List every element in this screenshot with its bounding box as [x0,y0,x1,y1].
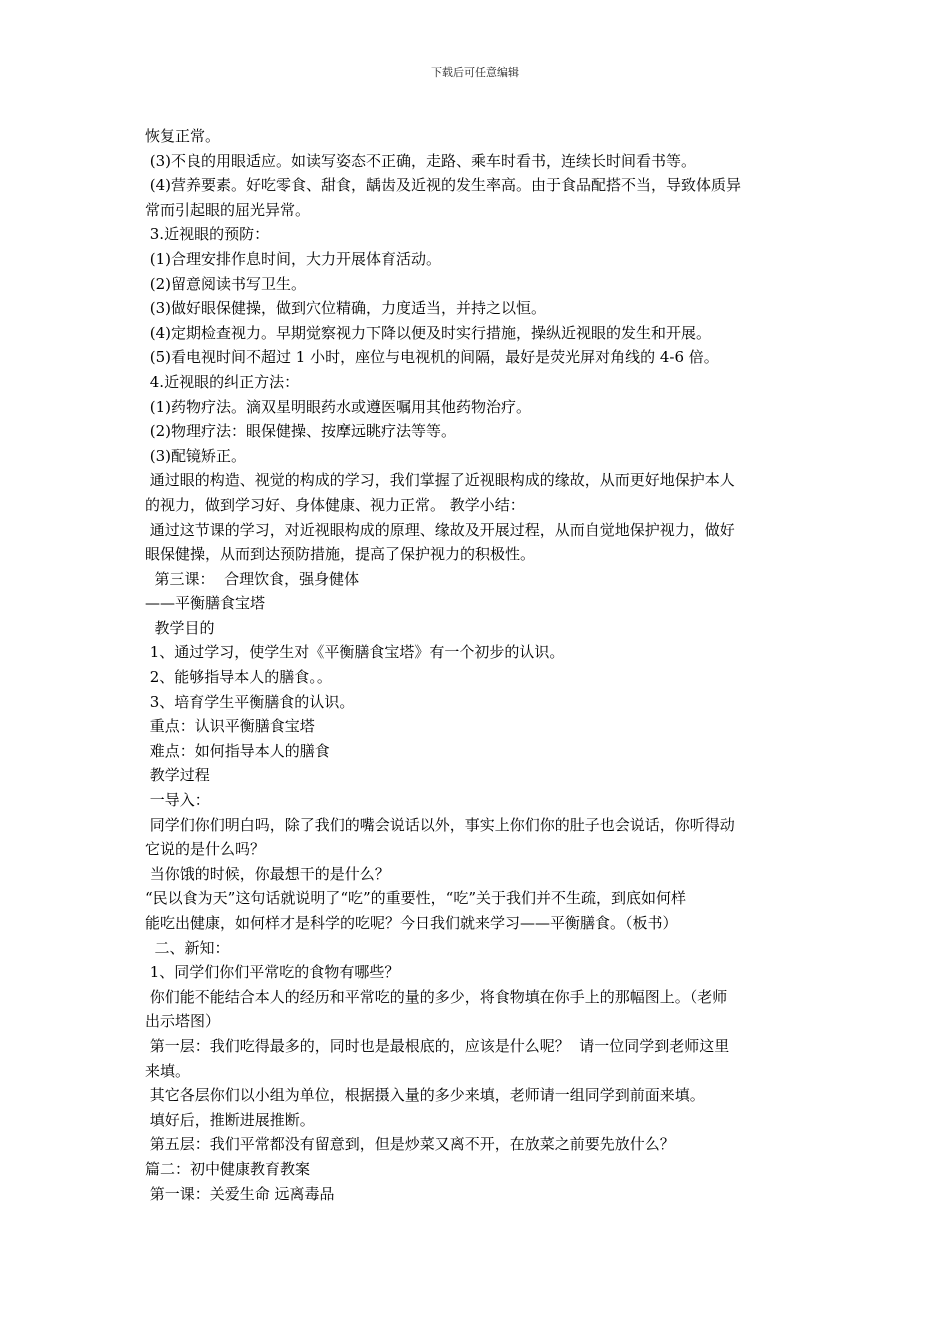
text-line: 第三课： 合理饮食，强身健体 [145,569,360,588]
text-line: 其它各层你们以小组为单位，根据摄入量的多少来填，老师请一组同学到前面来填。 [145,1086,705,1105]
text-line: 能吃出健康，如何样才是科学的吃呢？今日我们就来学习——平衡膳食。（板书） [145,914,678,932]
text-line: 你们能不能结合本人的经历和平常吃的量的多少，将食物填在你手上的那幅图上。（老师 [145,987,728,1006]
text-line: (4)营养要素。好吃零食、甜食，龋齿及近视的发生率高。由于食品配搭不当，导致体质异 [145,176,742,195]
text-line: 常而引起眼的屈光异常。 [145,200,311,219]
text-line: (3)不良的用眼适应。如读写姿态不正确，走路、乘车时看书，连续长时间看书等。 [145,151,697,170]
text-line: (5)看电视时间不超过 1 小时，座位与电视机的间隔，最好是荧光屏对角线的 4-6 倍。 [145,348,719,367]
text-line: 出示塔图） [145,1012,221,1031]
text-line: 眼保健操，从而到达预防措施，提高了保护视力的积极性。 [145,545,536,564]
text-line: 填好后，推断进展推断。 [145,1110,315,1129]
text-line: 它说的是什么吗？ [145,840,266,859]
text-line: 3.近视眼的预防： [145,225,270,244]
text-line: “民以食为天”这句话就说明了“吃”的重要性，“吃”关于我们并不生疏，到底如何样 [145,889,687,908]
text-line: 1、同学们你们平常吃的食物有哪些？ [145,963,400,982]
text-line: 4.近视眼的纠正方法： [145,372,300,391]
text-line: (2)物理疗法：眼保健操、按摩远眺疗法等等。 [145,422,457,441]
text-line: 1、通过学习，使学生对《平衡膳食宝塔》有一个初步的认识。 [145,643,565,662]
text-line: 重点：认识平衡膳食宝塔 [145,717,315,736]
text-line: 二、新知： [145,938,230,957]
text-line: 第一课：关爱生命 远离毒品 [145,1184,335,1203]
text-line: 当你饿的时候，你最想干的是什么？ [145,864,390,883]
text-line: (3)做好眼保健操，做到穴位精确，力度适当，并持之以恒。 [145,299,547,318]
text-line: 第一层：我们吃得最多的，同时也是最根底的，应该是什么呢？ 请一位同学到老师这里 [145,1036,730,1055]
text-line: 2、能够指导本人的膳食。。 [145,668,332,687]
text-line: 篇二：初中健康教育教案 [145,1159,311,1178]
text-line: 通过这节课的学习，对近视眼构成的原理、缘故及开展过程，从而自觉地保护视力，做好 [145,520,735,539]
text-line: 恢复正常。 [145,127,221,145]
text-line: 3、培育学生平衡膳食的认识。 [145,692,355,711]
text-line: (3)配镜矫正。 [145,446,247,465]
text-line: 难点：如何指导本人的膳食 [145,741,330,760]
text-line: 同学们你们明白吗，除了我们的嘴会说话以外，事实上你们你的肚子也会说话，你听得动 [145,815,735,834]
text-line: 教学目的 [145,618,215,637]
text-line: 来填。 [145,1061,191,1080]
text-line: (1)药物疗法。滴双星明眼药水或遵医嘱用其他药物治疗。 [145,397,532,416]
text-line: 一导入： [145,791,210,810]
text-line: ——平衡膳食宝塔 [145,594,266,613]
text-line: 教学过程 [145,766,210,785]
text-line: (1)合理安排作息时间，大力开展体育活动。 [145,249,442,268]
text-line: 通过眼的构造、视觉的构成的学习，我们掌握了近视眼构成的缘故，从而更好地保护本人 [145,471,735,490]
text-line: (4)定期检查视力。早期觉察视力下降以便及时实行措施，操纵近视眼的发生和开展。 [145,323,712,342]
page-header: 下载后可任意编辑 [431,66,519,79]
text-line: (2)留意阅读书写卫生。 [145,274,307,293]
document-body [145,124,813,1206]
text-line: 的视力，做到学习好、身体健康、视力正常。 教学小结： [145,495,525,514]
text-line: 第五层：我们平常都没有留意到，但是炒菜又离不开，在放菜之前要先放什么？ [145,1135,675,1154]
